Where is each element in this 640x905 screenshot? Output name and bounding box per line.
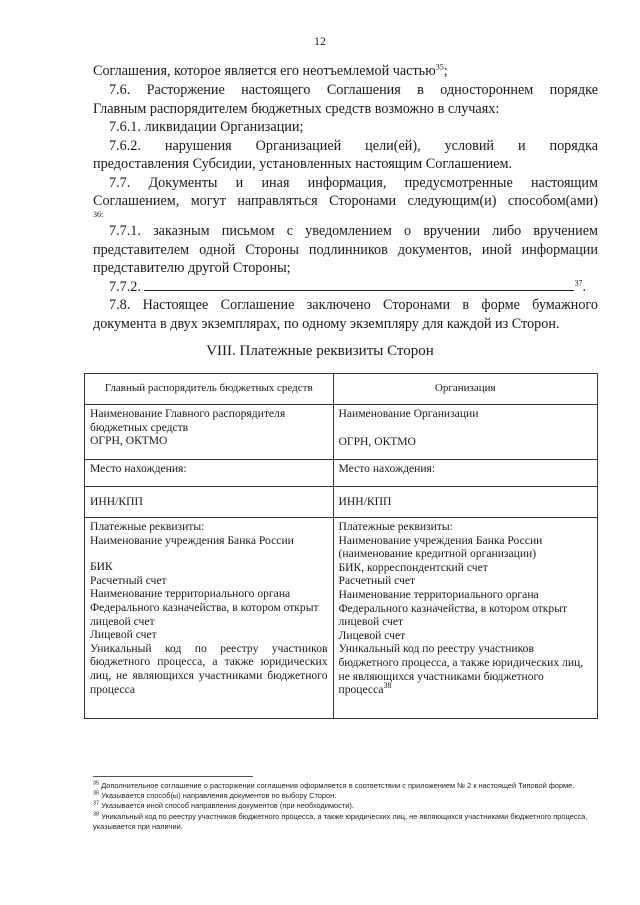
cell-text: Уникальный код по реестру участников бюджетного процесса, а также юридических лиц, не являющихся участниками бюджетного процесса	[90, 641, 328, 696]
table-cell: ИНН/КПП	[333, 487, 598, 518]
cell-text: Платежные реквизиты:	[338, 520, 453, 533]
table-row	[85, 487, 598, 518]
cell-text: ОГРН, ОКТМО	[338, 434, 416, 448]
cell-text: Лицевой счет	[338, 628, 406, 642]
footnote: $^{35}$ Дополнительное соглашение о расторжении соглашения оформляется в соответствии с приложением № 2 к настоящей Типовой форме.	[93, 780, 575, 790]
footnote-divider	[93, 776, 253, 777]
table-header-left: Главный распорядитель бюджетных средств	[85, 374, 334, 405]
table-cell	[333, 518, 598, 719]
cell-text: Наименование территориального органа Федерального казначейства, в котором открыт лицевой счет	[90, 587, 319, 628]
section-title: VIII. Платежные реквизиты Сторон	[206, 343, 434, 359]
cell-text: Наименование территориального органа Федерального казначейства, в котором открыт лицевой счет	[338, 587, 568, 629]
footnote: $^{38}$ Уникальный код по реестру участников бюджетного процесса, а также юридических лиц, не являющихся участниками бюджетного процесса, указывается при наличии.	[93, 811, 588, 831]
cell-text: БИК, корреспондентский счет	[338, 560, 488, 574]
cell-text: Лицевой счет	[90, 628, 157, 642]
text-line: 7.6.1. ликвидации Организации;	[109, 119, 304, 135]
footnote: $^{36}$ Указывается способ(ы) направления документов по выбору Сторон.	[93, 790, 337, 801]
cell-text: Платежные реквизиты:	[90, 520, 205, 533]
table-cell	[85, 405, 334, 460]
table-cell	[85, 518, 334, 719]
cell-text: БИК	[90, 560, 113, 574]
table-cell: Место нахождения:	[85, 460, 334, 487]
cell-text: Расчетный счет	[90, 573, 167, 587]
table-header-right: Организация	[333, 374, 598, 405]
cell-text: Наименование Организации	[338, 407, 479, 420]
footnote-ref: 36:	[93, 210, 104, 219]
footnote: $^{37}$ Указывается иной способ направления документов (при необходимости).	[93, 800, 354, 811]
table-cell	[333, 405, 598, 460]
blank-line	[144, 278, 574, 291]
cell-text: Расчетный счет	[338, 574, 416, 588]
table-cell: ИНН/КПП	[85, 487, 334, 518]
page-number: 12	[314, 34, 326, 48]
text-line: Соглашением, могут направляться Сторонами следующим(и) способом(ами)	[93, 193, 598, 209]
text-line: представителем одной Стороны подлинников документов, иной информации	[93, 242, 598, 258]
text-line: 7.8. Настоящее Соглашение заключено Сторонами в форме бумажного	[109, 297, 598, 313]
table-row	[85, 518, 598, 719]
table-cell: Место нахождения:	[333, 460, 598, 487]
footnotes	[93, 781, 598, 832]
text-line: предоставления Субсидии, установленных настоящим Соглашением.	[93, 156, 513, 172]
table-row	[85, 460, 598, 487]
cell-text: Наименование учреждения Банка России (наименование кредитной организации)	[338, 533, 543, 561]
cell-text: Наименование Главного распорядителя бюджетных средств	[90, 407, 286, 434]
cell-text: Уникальный код по реестру участников бюджетного процесса, а также юридических лиц, не являющихся участниками бюджетного процесса$^{38}$	[338, 642, 584, 697]
text-line: Главным распорядителем бюджетных средств возможно в случаях:	[93, 101, 500, 117]
text-line: 7.7.1. заказным письмом с уведомлением о вручении либо вручением	[109, 223, 598, 239]
text-line: представителю другой Стороны;	[93, 260, 291, 276]
text-line: документа в двух экземплярах, по одному экземпляру для каждой из Сторон.	[93, 316, 560, 332]
text-line: 7.7.2. $^{37}$.	[109, 278, 587, 295]
table-row	[85, 405, 598, 460]
text-line: Соглашения, которое является его неотъемлемой частью$^{35}$;	[93, 62, 448, 79]
table-row	[85, 374, 598, 405]
text-line: 7.6.2. нарушения Организацией цели(ей), условий и порядка	[109, 138, 598, 154]
cell-text: Наименование учреждения Банка России	[90, 533, 294, 547]
text-line: 7.7. Документы и иная информация, предусмотренные настоящим	[109, 175, 598, 191]
text-line: 7.6. Расторжение настоящего Соглашения в одностороннем порядке	[109, 82, 598, 98]
cell-text: ОГРН, ОКТМО	[90, 434, 168, 448]
payment-details-table	[84, 373, 598, 719]
